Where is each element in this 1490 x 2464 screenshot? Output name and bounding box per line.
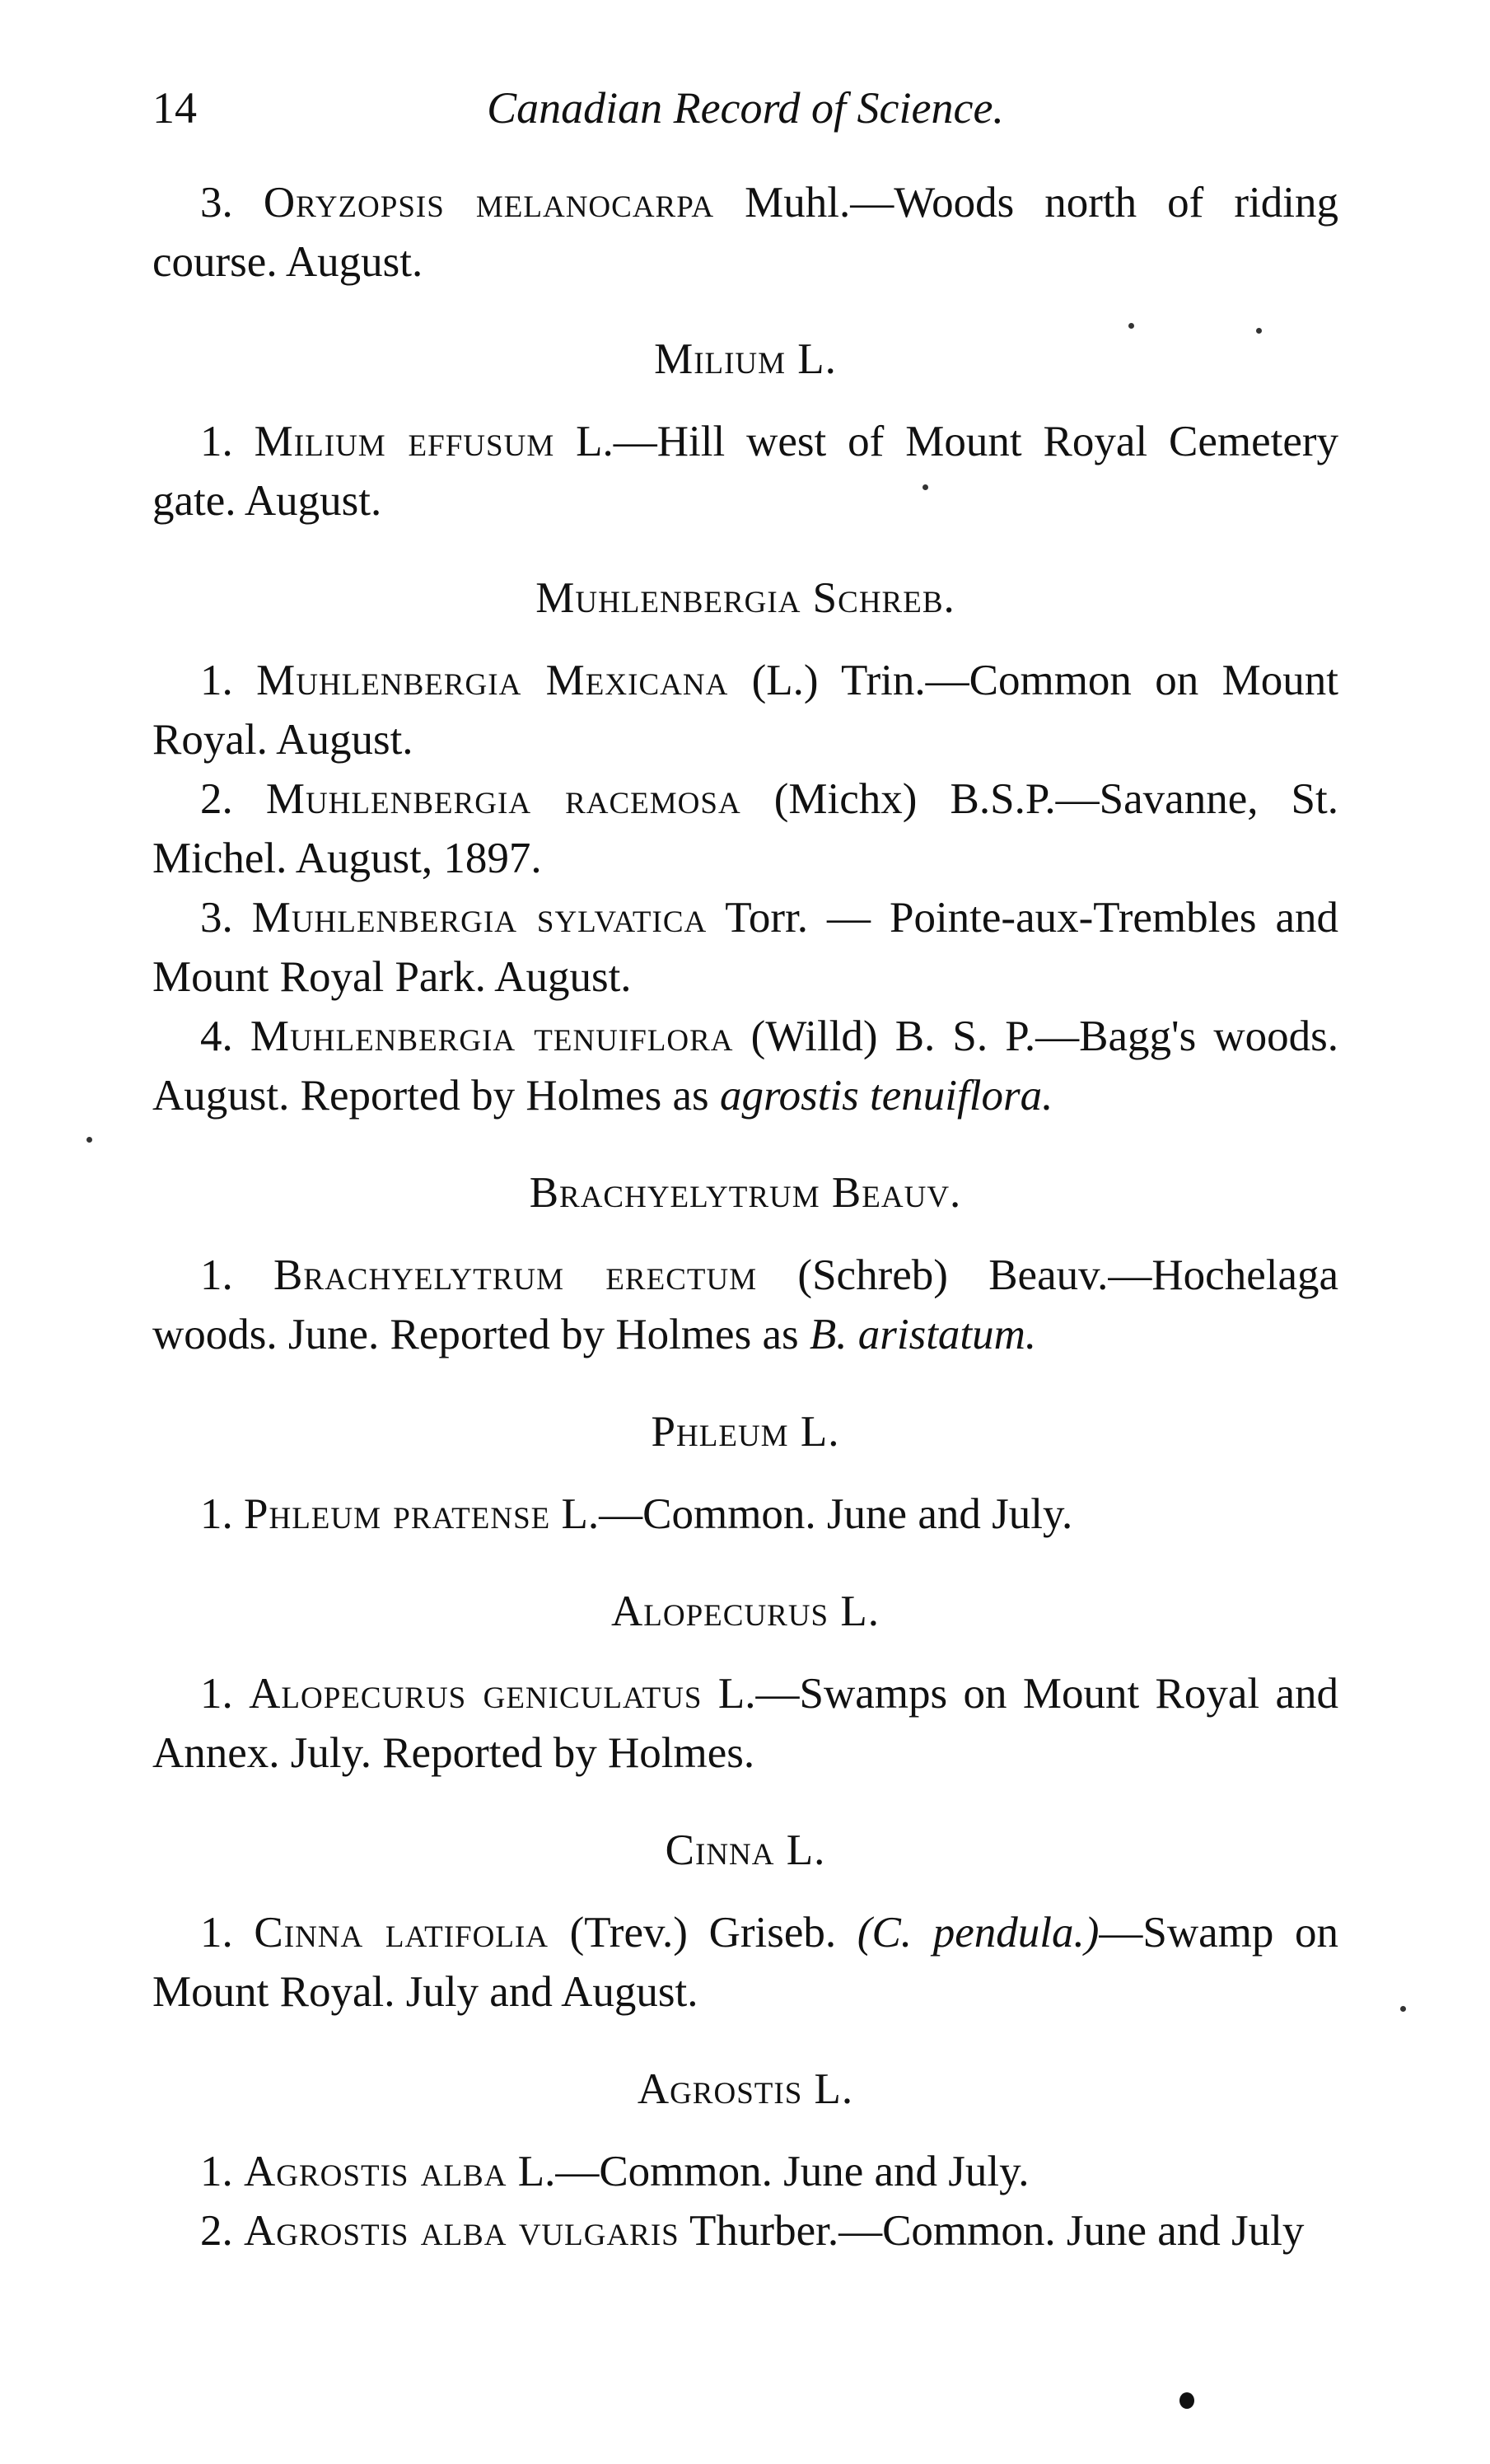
entry-text: Torr. — Pointe-aux-Trembles and Mount Royal Park. August. <box>152 894 1338 1001</box>
scan-speck <box>1128 323 1134 329</box>
species-name: Agrostis alba <box>244 2148 507 2195</box>
scan-speck <box>86 1137 92 1143</box>
entry-text: L.—Swamps on Mount Royal and Annex. July. Reported by Holmes. <box>152 1670 1338 1777</box>
species-name: Alopecurus geniculatus <box>249 1670 703 1718</box>
entry-text: (L.) Trin.—Common on Mount Royal. August. <box>152 657 1338 764</box>
genus-heading: Phleum L. <box>651 1408 840 1456</box>
species-entry <box>152 412 1338 531</box>
species-entry <box>152 1903 1338 2022</box>
scan-speck <box>1400 2006 1406 2012</box>
body-text <box>152 173 1338 2261</box>
page-number: 14 <box>152 83 197 133</box>
entry-number: 1. <box>200 657 233 704</box>
species-entry <box>152 2201 1338 2261</box>
entry-italic: (C. pendula.) <box>857 1909 1100 1957</box>
entry-text: (Michx) B.S.P.—Savanne, St. Michel. August, 1897. <box>152 775 1339 882</box>
entry-text: Muhl.—Woods north of riding course. August. <box>152 179 1338 286</box>
scan-speck <box>922 484 928 490</box>
species-entry <box>152 173 1338 292</box>
species-entry <box>152 1484 1338 1544</box>
species-name: Muhlenbergia racemosa <box>265 775 741 823</box>
genus-heading: Alopecurus L. <box>610 1587 880 1635</box>
species-name: Muhlenbergia tenuiflora <box>250 1012 734 1060</box>
entry-text: (Schreb) Beauv.—Hochelaga woods. June. Reported by Holmes as <box>152 1251 1338 1358</box>
species-name: Muhlenbergia Mexicana <box>256 657 729 704</box>
entry-number: 1. <box>200 1909 233 1957</box>
entry-number: 2. <box>200 2207 233 2255</box>
genus-heading: Agrostis L. <box>637 2065 854 2113</box>
species-name: Cinna latifolia <box>254 1909 549 1957</box>
entry-number: 3. <box>200 894 233 942</box>
entry-number: 2. <box>200 775 233 823</box>
entry-number: 1. <box>200 1490 233 1538</box>
species-entry <box>152 2142 1338 2201</box>
species-entry <box>152 651 1338 769</box>
scan-speck <box>1256 328 1262 334</box>
species-name: Muhlenbergia sylvatica <box>251 894 708 942</box>
entry-italic: B. aristatum. <box>809 1311 1037 1358</box>
species-entry <box>152 888 1338 1007</box>
species-entry <box>152 1664 1338 1783</box>
running-head <box>152 82 1338 148</box>
species-name: Oryzopsis melanocarpa <box>263 179 715 227</box>
entry-text-tail: —Swamp on Mount Royal. July and August. <box>152 1909 1339 2016</box>
entry-number: 1. <box>200 418 233 465</box>
entry-number: 1. <box>200 2148 233 2195</box>
entry-italic: agrostis tenuiflora. <box>719 1072 1053 1120</box>
entry-number: 1. <box>200 1670 233 1718</box>
species-entry <box>152 1246 1338 1364</box>
entry-text: L.—Hill west of Mount Royal Cemetery gate. August. <box>152 418 1338 525</box>
entry-text: Thurber.—Common. June and July <box>679 2207 1305 2255</box>
genus-heading: Milium L. <box>654 335 837 383</box>
entry-number: 3. <box>200 179 233 227</box>
ink-dot <box>1179 2392 1194 2409</box>
genus-heading: Muhlenbergia Schreb. <box>535 574 955 622</box>
species-name: Agrostis alba vulgaris <box>244 2207 680 2255</box>
entry-number: 1. <box>200 1251 233 1299</box>
species-name: Phleum pratense <box>244 1490 551 1538</box>
entry-number: 4. <box>200 1012 233 1060</box>
entry-text: L.—Common. June and July. <box>550 1490 1073 1538</box>
species-name: Milium effusum <box>254 418 555 465</box>
species-name: Brachyelytrum erectum <box>273 1251 758 1299</box>
entry-text: (Trev.) Griseb. <box>548 1909 857 1957</box>
species-entry <box>152 769 1338 888</box>
entry-text: L.—Common. June and July. <box>507 2148 1030 2195</box>
running-title: Canadian Record of Science. <box>487 83 1004 133</box>
species-entry <box>152 1007 1338 1125</box>
entry-text: (Willd) B. S. P.—Bagg's woods. August. Reported by Holmes as <box>152 1012 1338 1120</box>
genus-heading: Cinna L. <box>665 1826 826 1874</box>
genus-heading: Brachyelytrum Beauv. <box>529 1169 962 1217</box>
